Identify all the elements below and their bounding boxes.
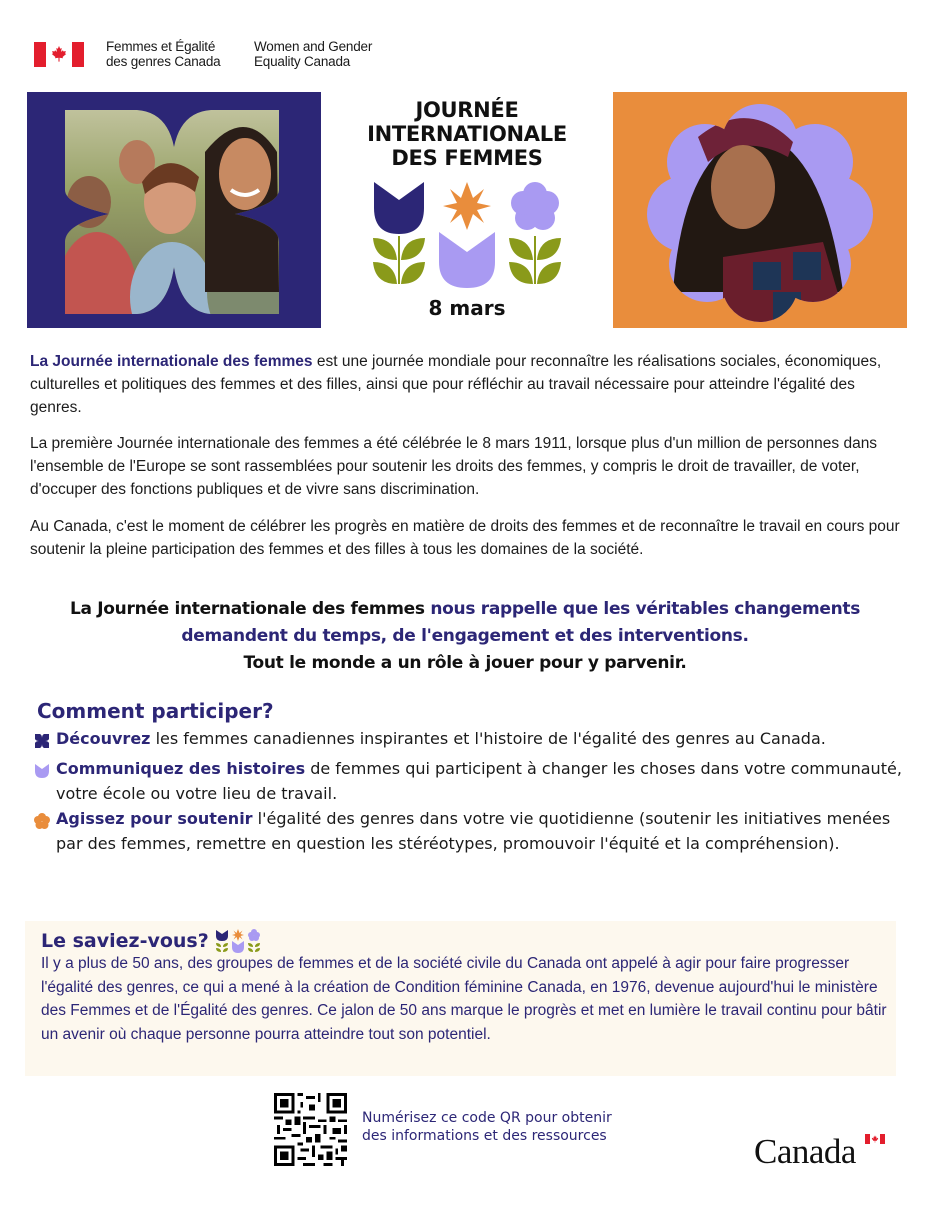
event-title-line3: DES FEMMES: [391, 146, 543, 170]
qr-instructions-line2: des informations et des ressources: [362, 1128, 607, 1144]
key-message-part1: La Journée internationale des femmes: [69, 599, 431, 619]
org-name-fr: [106, 39, 242, 69]
key-message-part3: Tout le monde a un rôle à jouer pour y parvenir.: [243, 653, 687, 673]
intro-paragraph-1: [30, 350, 906, 419]
intro-paragraph-2: [30, 432, 906, 501]
org-name-en-line1: Women and Gender: [254, 39, 373, 54]
did-you-know-title: [41, 929, 261, 953]
item-bold: Communiquez des histoires: [56, 759, 306, 778]
qr-code[interactable]: [274, 1093, 347, 1166]
history-text: La première Journée internationale des femmes a été célébrée le 8 mars 1911, lorsque plus d'un million de personnes dans l'ensemble de l'Europe se sont rassemblées pour soutenir les droits des femmes, y compris le droit de travailler, de voter, d'occuper des fonctions publiques et de vivre sans discrimination.: [30, 435, 878, 498]
did-you-know-text: Il y a plus de 50 ans, des groupes de femmes et de la société civile du Canada ont appelé à agir pour faire progresser l'égalité des genres, ce qui a mené à la création de Condition féminine Canada, en 1976, devenue aujourd'hui le ministère des Femmes et de l'Égalité des genres. Ce jalon de 50 ans marque le progrès et met en lumière le travail continu pour bâtir un avenir où chaque personne pourra atteindre tout son potentiel.: [41, 955, 887, 1043]
org-name-fr-line1: Femmes et Égalité: [106, 39, 216, 54]
intro-text: est une journée mondiale pour reconnaître les réalisations sociales, économiques, culturelles et politiques des femmes et des filles, ainsi que pour réfléchir au travail nécessaire pour atteindre l'égalité des genres.: [30, 353, 882, 416]
flowers-illustration: [369, 180, 565, 288]
item-bold: Découvrez: [56, 729, 151, 748]
org-name-fr-line2: des genres Canada: [106, 54, 221, 69]
wordmark-flag-icon: [865, 1134, 885, 1144]
participate-heading: Comment participer?: [37, 699, 274, 723]
participate-list: [34, 726, 914, 856]
qr-instructions: [362, 1109, 612, 1145]
flower-icon: [34, 806, 56, 856]
item-text: l'égalité des genres dans votre vie quotidienne (soutenir les initiatives menées par des femmes, remettre en question les stéréotypes, promouvoir l'équité et la compréhension).: [56, 809, 891, 853]
list-item: [34, 726, 914, 756]
item-text: les femmes canadiennes inspirantes et l'histoire de l'égalité des genres au Canada.: [150, 729, 826, 748]
event-title-line2: INTERNATIONALE: [367, 122, 567, 146]
young-woman-photo: [613, 92, 907, 328]
item-text: de femmes qui participent à changer les choses dans votre communauté, votre école ou votre lieu de travail.: [56, 759, 902, 803]
canada-text: Au Canada, c'est le moment de célébrer les progrès en matière de droits des femmes et de reconnaître le travail en cours pour soutenir la pleine participation des femmes et des filles à tous les domaines de la société.: [30, 518, 900, 558]
list-item: [34, 806, 914, 856]
canada-wordmark: Canada: [754, 1132, 856, 1171]
header: [34, 38, 372, 70]
event-title-line1: JOURNÉE: [415, 98, 519, 122]
list-item: [34, 756, 914, 806]
key-message-part2: nous rappelle que les véritables changements demandent du temps, de l'engagement et des interventions.: [181, 599, 861, 646]
key-message: [40, 596, 890, 677]
item-bold: Agissez pour soutenir: [56, 809, 253, 828]
intro-highlight: La Journée internationale des femmes: [30, 353, 313, 370]
org-name-en-line2: Equality Canada: [254, 54, 351, 69]
event-date: 8 mars: [428, 296, 506, 320]
event-title-block: [321, 92, 613, 328]
banner: [27, 92, 907, 328]
org-name-en: [254, 39, 372, 69]
tulip-icon: [34, 756, 56, 806]
did-you-know-heading: Le saviez-vous?: [41, 930, 209, 952]
qr-instructions-line1: Numérisez ce code QR pour obtenir: [362, 1110, 612, 1126]
women-group-photo: [27, 92, 321, 328]
did-you-know-box: [25, 921, 896, 1076]
intro-paragraph-3: [30, 515, 906, 561]
flowers-mini-icon: [215, 929, 261, 953]
canada-flag-icon: [34, 42, 84, 67]
butterfly-icon: [34, 726, 56, 756]
